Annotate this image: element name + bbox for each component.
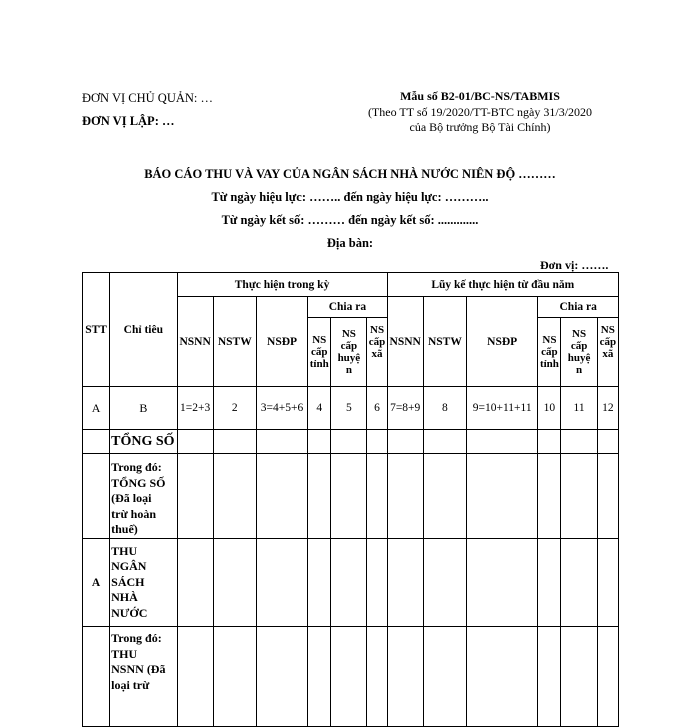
period-district-line-2: cấp xyxy=(340,340,358,352)
table-row xyxy=(83,539,619,627)
code-col-11: 11 xyxy=(561,387,597,430)
col-stt-header: STT xyxy=(83,273,110,387)
period-split-header: Chia ra xyxy=(308,297,387,318)
period-group-header: Thực hiện trong kỳ xyxy=(177,273,387,297)
code-col-10: 10 xyxy=(538,387,561,430)
ytd-district-line-2: cấp xyxy=(570,340,588,352)
form-reference xyxy=(340,89,620,136)
period-commune-line-1: NS xyxy=(370,324,385,336)
ytd-split-header: Chia ra xyxy=(538,297,619,318)
period-district-line-4: n xyxy=(345,364,352,376)
code-col-7: 7=8+9 xyxy=(387,387,423,430)
table-row xyxy=(83,454,619,539)
code-col-9: 9=10+11+11 xyxy=(467,387,538,430)
ytd-province-line-2: cấp xyxy=(541,346,558,358)
ytd-commune-line-2: cấp xyxy=(599,336,617,348)
ytd-nsdp-header: NSĐP xyxy=(467,297,538,387)
reporting-unit-label: ĐƠN VỊ LẬP: … xyxy=(82,114,175,128)
area-label: Địa bàn: xyxy=(326,236,374,250)
code-col-4: 4 xyxy=(308,387,331,430)
code-col-3: 3=4+5+6 xyxy=(256,387,307,430)
ytd-commune-line-3: xã xyxy=(602,348,614,360)
row-label: Trong đó: TỔNG SỐ (Đã loại trừ hoàn thuế) xyxy=(110,454,177,539)
code-col-2: 2 xyxy=(213,387,256,430)
period-district-header xyxy=(331,318,367,387)
code-col-1: 1=2+3 xyxy=(177,387,213,430)
ytd-province-header xyxy=(538,318,561,387)
period-district-line-1: NS xyxy=(341,328,356,340)
form-issuer: của Bộ trưởng Bộ Tài Chính) xyxy=(409,120,551,134)
code-col-12: 12 xyxy=(597,387,618,430)
period-province-line-3: tỉnh xyxy=(309,358,329,370)
ytd-district-line-3: huyệ xyxy=(567,352,591,364)
managing-unit-label: ĐƠN VỊ CHỦ QUẢN: … xyxy=(82,91,214,105)
period-province-line-2: cấp xyxy=(310,346,328,358)
form-circular: (Theo TT số 19/2020/TT-BTC ngày 31/3/2020 xyxy=(367,104,593,119)
row-label: THU NGÂN SÁCH NHÀ NƯỚC xyxy=(110,539,177,627)
ytd-district-header xyxy=(561,318,597,387)
row-stt xyxy=(83,454,110,539)
ytd-district-line-1: NS xyxy=(572,328,587,340)
form-number: Mẫu số B2-01/BC-NS/TABMIS xyxy=(400,89,560,103)
code-col-5: 5 xyxy=(331,387,367,430)
closing-date-range: Từ ngày kết số: ……… đến ngày kết số: ............. xyxy=(221,213,479,227)
effective-date-range: Từ ngày hiệu lực: …….. đến ngày hiệu lực: ……….. xyxy=(211,190,489,204)
period-province-header xyxy=(308,318,331,387)
period-commune-header xyxy=(367,318,387,387)
ytd-group-header: Lũy kế thực hiện từ đầu năm xyxy=(387,273,618,297)
period-nstw-header: NSTW xyxy=(213,297,256,387)
row-label: Trong đó: THU NSNN (Đã loại trừ xyxy=(110,627,177,727)
ytd-commune-line-1: NS xyxy=(600,324,615,336)
table-row xyxy=(83,430,619,454)
row-label: TỔNG SỐ xyxy=(110,430,177,454)
table-row xyxy=(83,627,619,727)
header-row-1 xyxy=(83,273,619,297)
period-province-line-1: NS xyxy=(312,334,327,346)
report-title: BÁO CÁO THU VÀ VAY CỦA NGÂN SÁCH NHÀ NƯỚC NIÊN ĐỘ ……… xyxy=(144,167,556,181)
row-stt xyxy=(83,627,110,727)
revenue-report-table xyxy=(82,272,619,727)
period-nsdp-header: NSĐP xyxy=(256,297,307,387)
period-district-line-3: huyệ xyxy=(337,352,361,364)
row-stt: A xyxy=(83,539,110,627)
ytd-nstw-header: NSTW xyxy=(423,297,466,387)
code-indicator: B xyxy=(110,387,177,430)
column-code-row xyxy=(83,387,619,430)
unit-label: Đơn vị: ……. xyxy=(540,258,609,272)
ytd-province-line-3: tỉnh xyxy=(539,358,559,370)
ytd-nsnn-header: NSNN xyxy=(387,297,423,387)
col-indicator-header: Chỉ tiêu xyxy=(110,273,177,387)
code-col-8: 8 xyxy=(423,387,466,430)
period-commune-line-3: xã xyxy=(371,348,383,360)
ytd-province-line-1: NS xyxy=(542,334,557,346)
code-col-6: 6 xyxy=(367,387,387,430)
period-commune-line-2: cấp xyxy=(368,336,386,348)
row-stt xyxy=(83,430,110,454)
ytd-district-line-4: n xyxy=(576,364,583,376)
code-stt: A xyxy=(83,387,110,430)
period-nsnn-header: NSNN xyxy=(177,297,213,387)
ytd-commune-header xyxy=(597,318,618,387)
